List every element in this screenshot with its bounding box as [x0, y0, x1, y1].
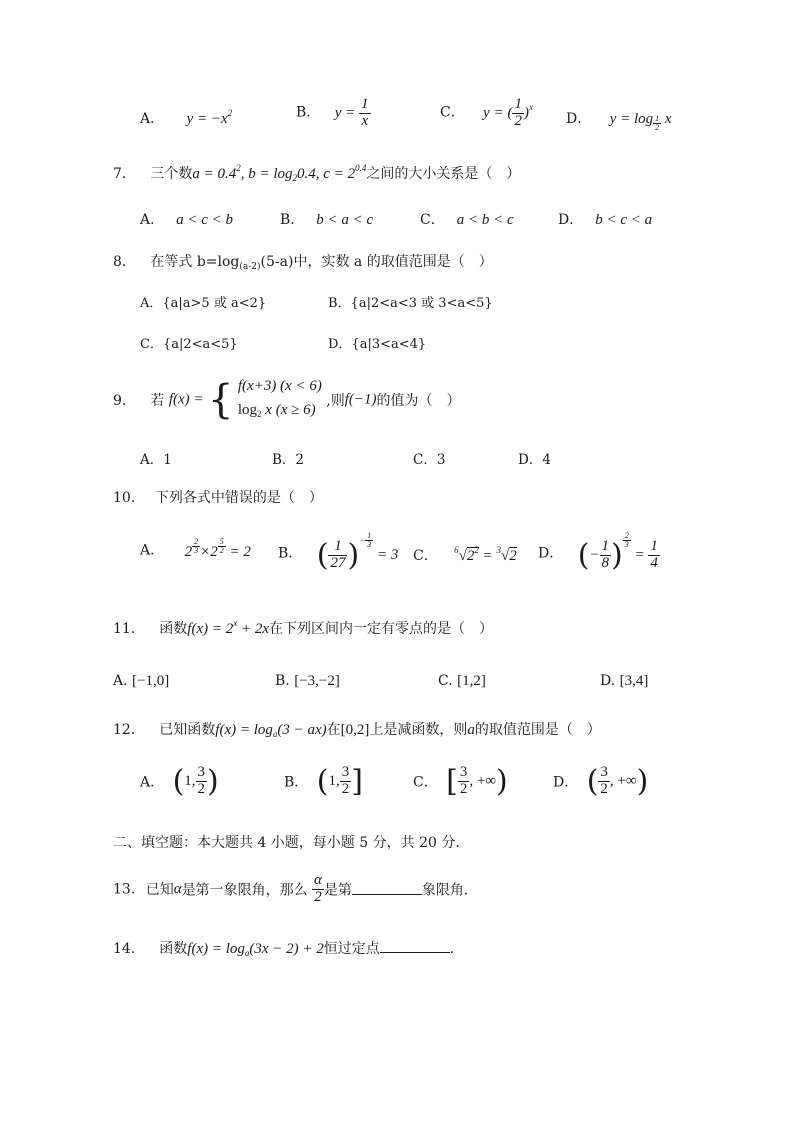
q11-option-c: C. [1,2]: [438, 673, 486, 689]
q6-option-a: A． $y = -x^2$: [140, 108, 233, 127]
q9-option-b: B．2: [272, 452, 305, 468]
q10-stem: 10． 下列各式中错误的是（ ）: [113, 490, 323, 506]
q7-option-b: B． b < a < c: [280, 212, 374, 228]
q10-option-b: B． ( $\frac{1}{27}$ )$^{- \frac{1}{3}}$ = 3: [278, 531, 399, 574]
q10-option-d: D． (− $\frac{1}{8}$ ) $^{\frac{2}{3}}$ = $\frac{1}{4}$: [538, 531, 658, 574]
q10-option-a: A． 2 $^{\frac{2}{3}}$ ×2 $^{\frac{5}{2}}$ = 2: [140, 537, 251, 560]
q6-option-c: C． y = ( $\frac{1}{2}$ )$^x$: [440, 96, 533, 129]
q6-option-b: B． y = $\frac{1}{x}$: [296, 96, 369, 129]
q8-stem: 8． 在等式 $b=\log_{(a-2)}(5-a)$中，实数 a 的取值范围是（ ）: [113, 254, 493, 272]
q12-option-c: C． [ $\frac{3}{2}$ , +∞): [413, 764, 508, 799]
q9-option-d: D．4: [518, 452, 551, 468]
q14-stem: 14． 函数$f(x) = \log_a(3x - 2) + 2$恒过定点 ．: [113, 941, 464, 958]
section-2-title: 二、填空题：本大题共 4 小题，每小题 5 分，共 20 分．: [113, 835, 470, 851]
q6-option-d: D． y = log $_{\frac{1}{2}}$ x: [566, 111, 672, 133]
q13-stem: 13. 已知α是第一象限角，那么 $\frac{\alpha}{2}$ 是第 象限角．: [113, 872, 478, 905]
q9-option-a: A．1: [140, 452, 172, 468]
q10-option-c: C． $^6√2^2 = ^3√2$: [413, 545, 517, 564]
q9-stem: 9． 若 f(x) = { f(x+3) (x < 6) $\log_2 x$ (x ≥ 6) ,则f(−1)的值为（ ）: [113, 377, 461, 423]
q7-option-c: C． a < b < c: [420, 212, 514, 228]
q12-option-b: B． (1, $\frac{3}{2}$ ]: [284, 764, 363, 799]
q8-option-d: D．{a|3<a<4}: [328, 337, 427, 352]
q11-stem: 11． 函数$f(x) = 2^x + 2x$在下列区间内一定有零点的是（ ）: [113, 618, 493, 637]
q7-stem: 7． 三个数$a = 0.4^2$, $b = \log_20.4$, $c = 2^{0.4}$之间的大小关系是（ ）: [113, 163, 521, 183]
q12-option-a: A． (1, $\frac{3}{2}$ ): [140, 764, 219, 799]
q12-option-d: D． ( $\frac{3}{2}$ , +∞): [553, 764, 649, 799]
q12-stem: 12． 已知函数$f(x) = \log_a(3 - ax)$在[0,2]上是减函数，则a的取值范围是（ ）: [113, 722, 601, 739]
q8-option-b: B．{a|2<a<3 或 3<a<5}: [328, 296, 493, 311]
q7-option-d: D． b < c < a: [558, 212, 653, 228]
q11-option-a: A. [−1,0]: [113, 673, 170, 689]
q8-option-c: C．{a|2<a<5}: [140, 337, 238, 352]
q9-option-c: C．3: [413, 452, 446, 468]
q8-option-a: A．{a|a>5 或 a<2}: [140, 296, 267, 311]
q7-option-a: A． a < c < b: [140, 212, 234, 228]
q11-option-b: B. [−3,−2]: [275, 673, 340, 689]
q11-option-d: D. [3,4]: [600, 673, 649, 689]
